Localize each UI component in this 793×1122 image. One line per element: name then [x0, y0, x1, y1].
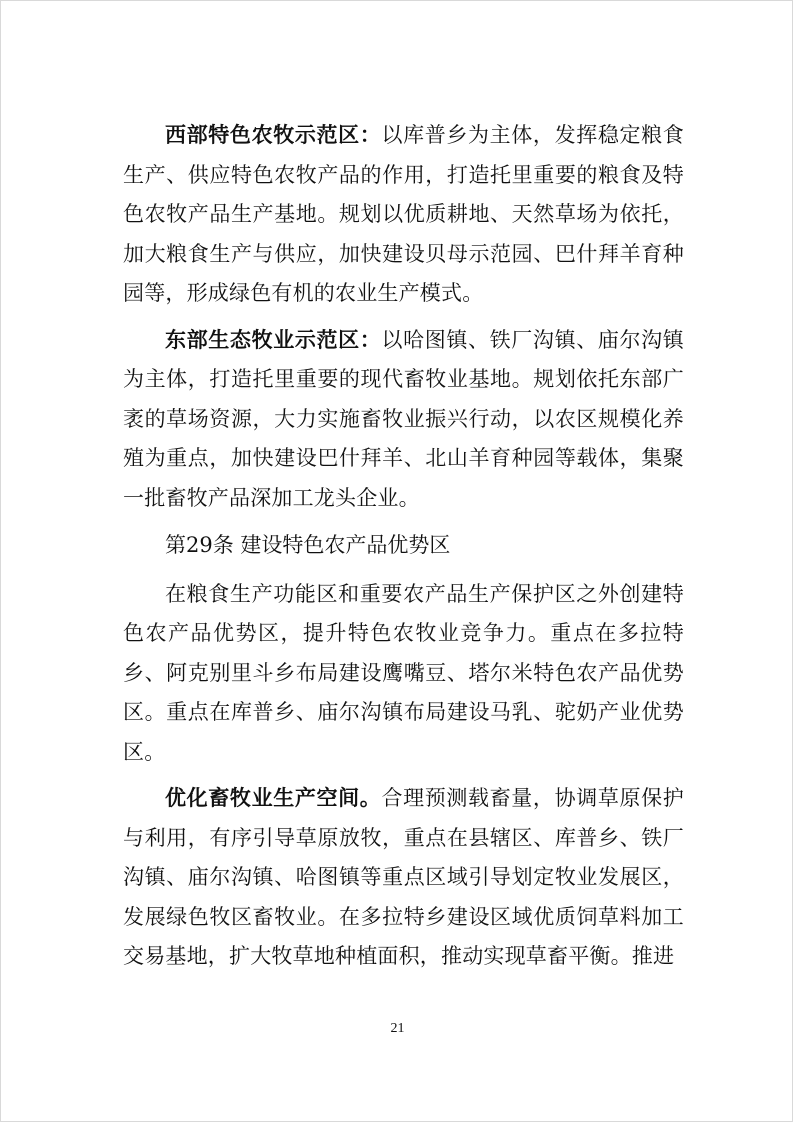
- paragraph-body: 以库普乡为主体，发挥稳定粮食生产、供应特色农牧产品的作用，打造托里重要的粮食及特色农牧产品生产基地。规划以优质耕地、天然草场为依托，加大粮食生产与供应，加快建设贝母示范园、巴什拜羊育种园等，形成绿色有机的农业生产模式。: [123, 123, 684, 305]
- paragraph-lead: 优化畜牧业生产空间。: [165, 785, 382, 810]
- paragraph-advantage-zone: [123, 574, 684, 773]
- paragraph-body: 在粮食生产功能区和重要农产品生产保护区之外创建特色农产品优势区，提升特色农牧业竞争力。重点在多拉特乡、阿克别里斗乡布局建设鹰嘴豆、塔尔米特色农产品优势区。重点在库普乡、庙尔沟镇布局建设马乳、驼奶产业优势区。: [123, 581, 684, 764]
- paragraph-lead: 东部生态牧业示范区：: [165, 326, 382, 352]
- paragraph-body: 以哈图镇、铁厂沟镇、庙尔沟镇为主体，打造托里重要的现代畜牧业基地。规划依托东部广袤的草场资源，大力实施畜牧业振兴行动，以农区规模化养殖为重点，加快建设巴什拜羊、北山羊育种园等载体，集聚一批畜牧产品深加工龙头企业。: [123, 327, 684, 510]
- paragraph-livestock-space: [123, 778, 684, 977]
- paragraph-west-zone: [123, 115, 684, 314]
- page-content: [123, 115, 684, 977]
- article-heading: 第29条 建设特色农产品优势区: [165, 533, 451, 557]
- paragraph-body: 合理预测载畜量，协调草原保护与利用，有序引导草原放牧，重点在县辖区、库普乡、铁厂沟镇、庙尔沟镇、哈图镇等重点区域引导划定牧业发展区，发展绿色牧区畜牧业。在多拉特乡建设区域优质饲草料加工交易基地，扩大牧草地种植面积，推动实现草畜平衡。推进: [123, 786, 684, 968]
- page-number: 21: [390, 1021, 405, 1036]
- paragraph-lead: 西部特色农牧示范区：: [165, 122, 382, 147]
- paragraph-east-zone: [123, 320, 684, 519]
